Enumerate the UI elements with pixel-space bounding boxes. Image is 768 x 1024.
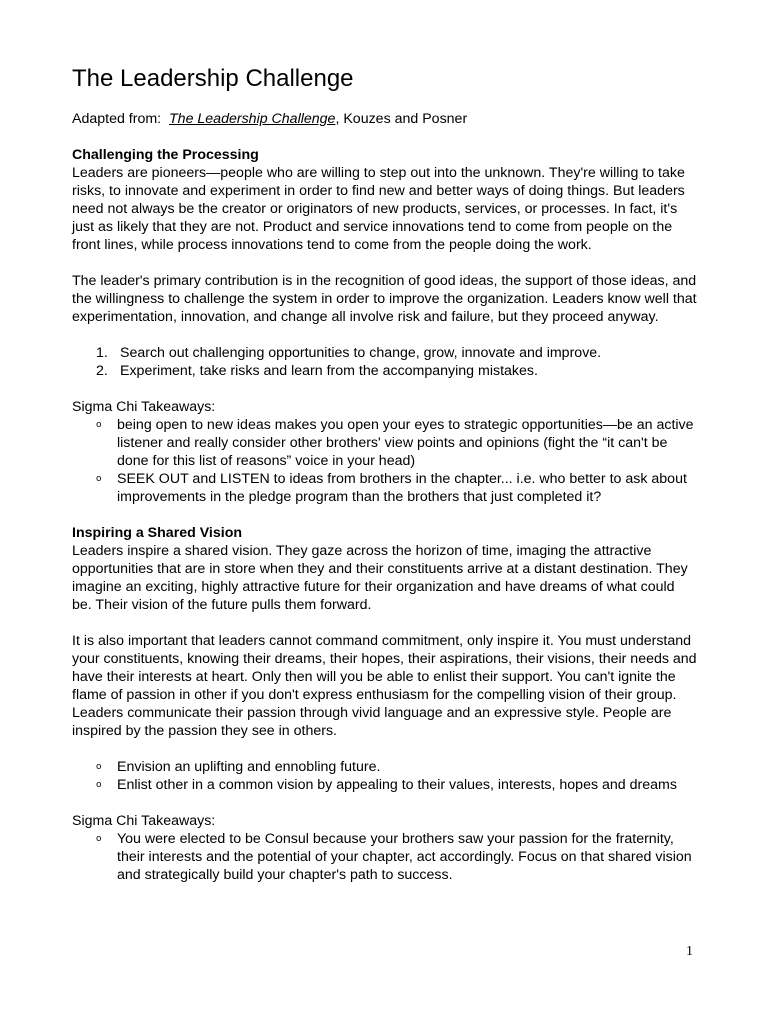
paragraph: The leader's primary contribution is in the recognition of good ideas, the support of those ideas, and the willingness to challenge the system in order to improve the organization. Leaders know well that experimentation, innovation, and change all involve risk and failure, but they proceed anyway. [72,273,697,325]
section-heading-inspiring: Inspiring a Shared Vision [72,525,243,541]
list-item-text: Experiment, take risks and learn from the accompanying mistakes. [120,363,538,379]
list-item-text: being open to new ideas makes you open your eyes to strategic opportunities—be an active listener and really consider other brothers' view points and opinions (fight the “it can't be done for this list of reasons” voice in your head) [117,417,694,469]
paragraph: Leaders inspire a shared vision. They gaze across the horizon of time, imaging the attractive opportunities that are in store when they and their constituents arrive at a distant destination. They imagine an exciting, highly attractive future for their organization and have dreams of what could be. Their vision of the future pulls them forward. [72,543,688,613]
document-page [72,64,697,902]
takeaways-label: Sigma Chi Takeaways: [72,399,216,415]
source-book-title: The Leadership Challenge [169,111,336,127]
takeaways-label: Sigma Chi Takeaways: [72,813,216,829]
circle-bullet-icon: o [96,834,102,844]
numbered-list [72,344,697,380]
list-item [72,830,697,884]
list-item-text: Enlist other in a common vision by appealing to their values, interests, hopes and dreams [117,777,677,793]
circle-bullet-icon: o [96,474,102,484]
source-authors: , Kouzes and Posner [335,111,468,127]
takeaways-list [72,830,697,884]
bullet-list [72,758,697,794]
source-line [72,110,697,128]
list-item [72,776,697,794]
list-item [72,416,697,470]
section-heading-challenging: Challenging the Processing [72,147,259,163]
page-number: 1 [686,944,693,959]
paragraph: Leaders are pioneers—people who are willing to step out into the unknown. They're willing to take risks, to innovate and experiment in order to find new and better ways of doing things. But leaders need not always be the creator or originators of new products, services, or processes. In fact, it's just as likely that they are not. Product and service innovations tend to come from people on the front lines, while process innovations tend to come from the people doing the work. [72,165,685,253]
circle-bullet-icon: o [96,780,102,790]
list-item-text: Search out challenging opportunities to change, grow, innovate and improve. [120,345,602,361]
list-item [72,470,697,506]
circle-bullet-icon: o [96,420,102,430]
list-item [72,362,697,380]
list-number: 1. [96,345,108,361]
list-item [72,758,697,776]
document-title: The Leadership Challenge [72,65,354,92]
source-prefix: Adapted from: [72,111,162,127]
list-item [72,344,697,362]
circle-bullet-icon: o [96,762,102,772]
list-number: 2. [96,363,108,379]
list-item-text: SEEK OUT and LISTEN to ideas from brothers in the chapter... i.e. who better to ask about improvements in the pledge program than the brothers that just completed it? [117,471,687,505]
list-item-text: You were elected to be Consul because your brothers saw your passion for the fraternity, their interests and the potential of your chapter, act accordingly. Focus on that shared vision and strategically build your chapter's path to success. [117,831,692,883]
paragraph: It is also important that leaders cannot command commitment, only inspire it. You must understand your constituents, knowing their dreams, their hopes, their aspirations, their visions, their needs and have their interests at heart. Only then will you be able to enlist their support. You can't ignite the flame of passion in other if you don't express enthusiasm for the compelling vision of their group. Leaders communicate their passion through vivid language and an expressive style. People are inspired by the passion they see in others. [72,633,697,739]
list-item-text: Envision an uplifting and ennobling future. [117,759,381,775]
takeaways-list [72,416,697,506]
